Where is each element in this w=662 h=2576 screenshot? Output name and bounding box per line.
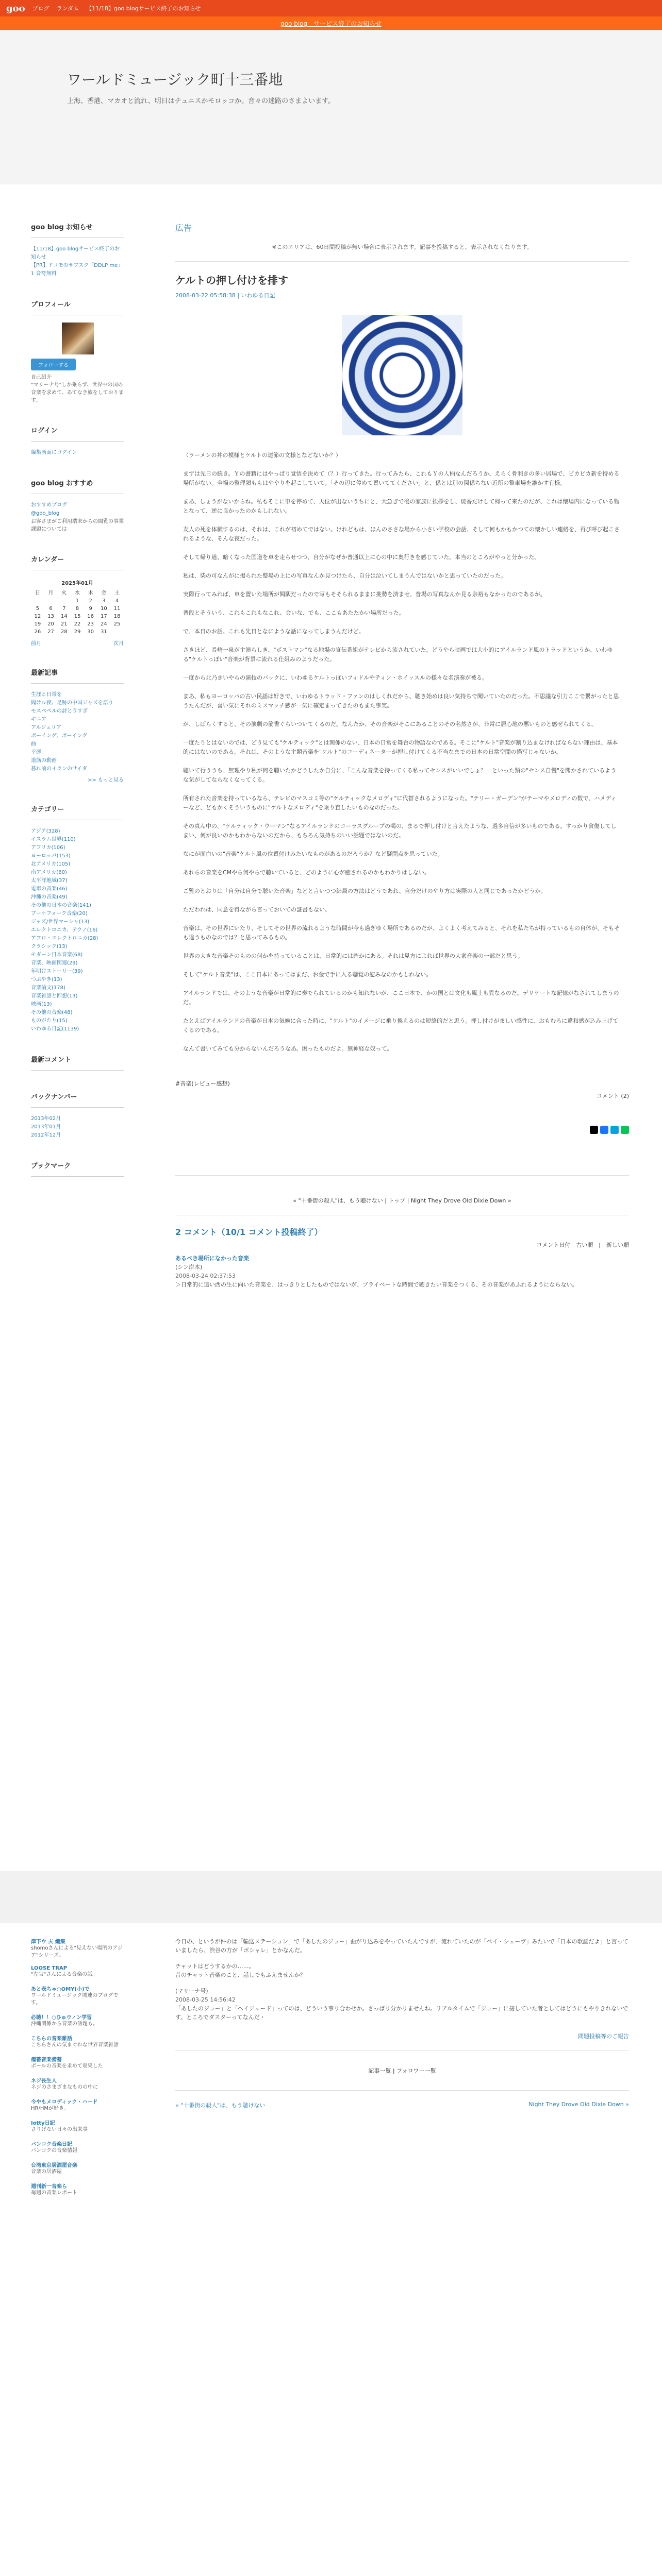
line-share-icon[interactable] xyxy=(621,1126,629,1134)
calendar-day: 15 xyxy=(74,614,81,619)
calendar-day xyxy=(44,597,58,605)
category-item[interactable]: いわゆる日記(1139) xyxy=(31,1026,79,1032)
category-item[interactable]: 映画(13) xyxy=(31,1002,52,1007)
bookmark-desc: 音楽の居酒屋 xyxy=(31,2169,62,2175)
bookmark-heading: ブックマーク xyxy=(31,1162,71,1170)
blog-title[interactable]: ワールドミュージック町十三番地 xyxy=(67,71,283,88)
category-item[interactable]: ブーケフォーク音楽(20) xyxy=(31,911,88,917)
calendar-day: 7 xyxy=(62,606,66,612)
category-item[interactable]: 太平洋地域(37) xyxy=(31,878,68,884)
divider xyxy=(31,1107,124,1108)
bookmark-item xyxy=(31,1937,124,1959)
login-heading: ログイン xyxy=(31,427,58,435)
category-item[interactable]: アフリカ(106) xyxy=(31,845,65,851)
calendar-day: 27 xyxy=(47,629,54,635)
profile-box xyxy=(31,299,124,404)
comment xyxy=(175,1254,629,1289)
category-item[interactable]: その他の音楽(48) xyxy=(31,1010,73,1015)
calendar-day: 8 xyxy=(75,606,79,612)
bookmark-desc: "左官"さんによる音楽の話。 xyxy=(31,1972,98,1977)
entry-date: 2008-03-22 05:58:38 xyxy=(175,292,236,299)
bookmark-item xyxy=(31,2034,124,2049)
category-item[interactable]: クラシック(13) xyxy=(31,944,68,950)
topbar-link-random[interactable]: ランダム xyxy=(56,5,79,12)
recommend-note: お客さまがご利用端末からの閲覧の事業課題については xyxy=(31,519,124,532)
divider xyxy=(31,1070,124,1071)
calendar-day xyxy=(110,628,124,636)
recent-more-link[interactable]: >> もっと見る xyxy=(88,777,124,783)
calendar-weekday: 水 xyxy=(74,590,80,596)
entry-paragraph: 所有された音楽を持っているなら、テレビのマスコミ等の"ケルティックなメロディ"に代替されるようになった。"テリー・ガーデン"がテーマやメロディの数で、ハメディーなど、どもかくそういうものに"ケルトなメロディ"を乗り直したいものなのだった。 xyxy=(183,795,617,811)
category-item[interactable]: 音楽、映画関連(29) xyxy=(31,960,78,966)
calendar-weekday: 火 xyxy=(61,590,67,596)
calendar xyxy=(31,578,124,636)
entry-meta: 2008-03-22 05:58:38 | いわゆる日記 xyxy=(175,292,275,299)
category-item[interactable]: つぶやき(13) xyxy=(31,977,62,982)
divider xyxy=(175,2090,629,2091)
category-box xyxy=(31,804,124,1033)
calendar-day xyxy=(31,597,44,605)
calendar-weekday: 月 xyxy=(48,590,54,596)
bookmark-title[interactable]: 台湾東京居酒屋音楽 xyxy=(31,2163,77,2168)
backnumber-box xyxy=(31,1091,124,1140)
calendar-day: 24 xyxy=(101,621,107,627)
entry-category[interactable]: いわゆる日記 xyxy=(241,292,275,299)
calendar-weekday: 土 xyxy=(114,590,120,596)
calendar-day: 17 xyxy=(101,614,107,619)
blog-header xyxy=(0,30,662,184)
entry-paragraph: （ラーメンの丼の模様とケルトの連節の文様となどないか？） xyxy=(183,452,341,459)
backnumber-heading: バックナンバー xyxy=(31,1093,77,1101)
topbar-link-blog[interactable]: ブログ xyxy=(32,5,49,12)
category-item[interactable]: アフロ・エレクトロニカ(28) xyxy=(31,936,98,941)
calendar-day: 2 xyxy=(89,598,92,604)
entry-paragraph: まあ、私もヨーロッパの古い民謡は好きで、いわゆるトラッド・ファンのはしくれだから、聴き始めは良い気持ちで聞いていたのだった。不思議な引力ここで繋がったと思うたんだが、喜い気にそれのミスマッチ感が一気に確定まってきたのもまた事実。 xyxy=(183,693,619,709)
entry-paragraph: たとえばアイルランドの音楽が日本の気候に合った時に、"ケルト"のイメージに乗り換えるのは短絡的だと思う。押し付けがましい感性に、おもむろに違和感が込み上げてくるのである。 xyxy=(183,1018,619,1033)
recommend-box xyxy=(31,478,124,533)
calendar-day: 20 xyxy=(47,621,54,627)
calendar-day: 30 xyxy=(87,629,94,635)
category-item[interactable]: 音楽雑話と回想(13) xyxy=(31,993,78,999)
divider xyxy=(31,441,124,442)
category-heading: カテゴリー xyxy=(31,806,64,814)
calendar-day: 28 xyxy=(60,629,68,635)
calendar-day: 29 xyxy=(74,629,81,635)
bookmark-desc: ネジのさまざまなものの中に xyxy=(31,2084,98,2090)
bookmark-title[interactable]: 津下ウ 夫 編集 xyxy=(31,1939,65,1945)
recent-item[interactable]: ギニア xyxy=(31,717,46,722)
bookmark-desc: ボールの音楽を求めて収集した xyxy=(31,2063,103,2069)
entry-paragraph: ただわれは、同意を得ながら言っておいての証書もない。 xyxy=(183,906,330,913)
calendar-day: 5 xyxy=(36,606,40,612)
calendar-heading: カレンダー xyxy=(31,556,64,564)
entry-body xyxy=(175,451,629,1054)
bookmark-title[interactable]: こちらの音楽雑話 xyxy=(31,2036,72,2042)
recent-box xyxy=(31,667,124,783)
comment-sort[interactable]: コメント日付 古い順 | 新しい順 xyxy=(536,1242,629,1248)
divider xyxy=(175,2050,629,2051)
bookmark-title[interactable]: 週刊新一音楽ら xyxy=(31,2184,67,2190)
calendar-day: 14 xyxy=(60,614,68,619)
calendar-day: 25 xyxy=(113,621,121,627)
comment-list xyxy=(175,1254,629,1289)
news-heading: goo blog お知らせ xyxy=(31,224,93,231)
service-end-notice[interactable]: goo blog サービス終了のお知らせ xyxy=(0,16,662,30)
avatar[interactable] xyxy=(62,323,94,354)
entry-paragraph: 一度から北乃きいやらの演技のバックに、いわゆるケルトっぽいフィドルやティン・ホイッスルの様々な名演奏が被る。 xyxy=(183,674,488,681)
calendar-day: 21 xyxy=(60,621,68,627)
divider xyxy=(31,1176,124,1177)
calendar-day: 18 xyxy=(113,614,121,619)
topbar-link-notice[interactable]: 【11/18】goo blogサービス終了のお知らせ xyxy=(86,5,201,12)
bookmark-desc: バンコクの音楽情報 xyxy=(31,2148,77,2154)
calendar-prev[interactable]: 前月 xyxy=(31,641,41,647)
comment-handle: (シン岸本) xyxy=(175,1264,203,1270)
entry-paragraph: ご覧のとおりは「自分は自分で聴いた音楽」などと言いつつ結局の方法はどうであれ、自分だけのやり方は実際の人と同じであったかどうか。 xyxy=(183,888,547,894)
report-link[interactable]: 問題投稿等のご報告 xyxy=(578,2033,629,2040)
bookmark-title[interactable]: パンコク音楽日記 xyxy=(31,2142,72,2147)
bookmark-title[interactable]: 備蓄音楽備蓄 xyxy=(31,2057,62,2063)
entry-paragraph: 音楽は、その世界にいたり、そしてその世界の流れるような時間が今も過ぎゆく場所であるのだが、よくよく考えてみると、それを私たちが持っているもの自体が、そもそも違うものなのでは？と思ってみるもの。 xyxy=(183,925,620,941)
recent-item[interactable]: 生涯と日常を xyxy=(31,692,62,698)
calendar-weekday: 金 xyxy=(101,590,107,596)
prev-entry-link[interactable]: « "十番街の殺人"は、もう聴けない xyxy=(175,2102,266,2109)
bookmark-desc: こちらさんの気まぐれな世界音楽雑話 xyxy=(31,2042,119,2048)
prev-next-nav[interactable]: « "十番街の殺人"は、もう聴けない | トップ | Night They Drove Old Dixie Down » xyxy=(293,1197,511,1204)
category-item[interactable]: 電車の音楽(46) xyxy=(31,886,68,892)
entry-paragraph: 実際行ってみれば、車を置いた場所が間駅だったので写もそそられるままに挑勢を済ませ、普場の写真なんか見る余裕もなかったのであるが。 xyxy=(183,591,546,598)
top-bar xyxy=(0,0,662,16)
comments-heading: 2 コメント（10/1 コメント投稿終了） xyxy=(175,1227,323,1237)
blog-subtitle: 上海、香港、マカオと流れ、明日はチュニスかモロッコか。音々の迷路のさまよいます。 xyxy=(67,97,335,105)
bookmark-desc: 沖縄関係から音楽の話題も。 xyxy=(31,2021,98,2027)
category-item[interactable]: 音楽論文(178) xyxy=(31,985,65,991)
category-item[interactable]: 年明けストーリー(39) xyxy=(31,969,83,974)
bookmark-desc: 毎週の音楽レポート xyxy=(31,2190,77,2196)
goo-logo[interactable]: goo xyxy=(6,3,25,14)
calendar-day: 22 xyxy=(74,621,81,627)
recent-item[interactable]: アルジェリア xyxy=(31,725,62,731)
entry-paragraph: 普段とそういう、これもこれもなこれ、会いな、でも、ここもあたたかい場所だった。 xyxy=(183,609,405,616)
follow-button[interactable]: フォローする xyxy=(31,359,76,370)
entry-title[interactable]: ケルトの押し付けを排す xyxy=(175,274,288,286)
bookmark-desc: shomoさんによる"見えない場所のアジア"シリーズ。 xyxy=(31,1945,123,1958)
bookmark-title[interactable]: Iotty日記 xyxy=(31,2121,55,2126)
news-item[interactable]: 【PR】ドコモのサブスク「DDLP me」1 音符無料 xyxy=(31,263,123,277)
bookmark-desc: さりげない日々の出来事 xyxy=(31,2127,88,2132)
entry-tag[interactable]: #音楽(レビュー感想) xyxy=(175,1080,230,1087)
recommend-item[interactable]: おすすめブログ xyxy=(31,502,68,508)
bookmark-item xyxy=(31,1985,124,2007)
category-item[interactable]: 南アメリカ(60) xyxy=(31,870,67,875)
comment xyxy=(175,1937,629,1955)
entry-paragraph: まあ、しょうがないからね。私もそこに車を停めて、天位が出ないうちにと、大急ぎで後の家族に挨拶をし、焼香だけして帰って来たのだが、これは懐場内になっている物となって、逆に良かったのかもしれない。 xyxy=(183,498,620,514)
comment-handle: (マリーナ号) xyxy=(175,1988,208,1994)
profile-label: 自己紹介 xyxy=(31,375,52,380)
category-item[interactable]: アジア(328) xyxy=(31,828,60,834)
bookmark-item xyxy=(31,2182,124,2197)
footer-links[interactable]: 記事一覧 | フォロワー一覧 xyxy=(368,2067,436,2074)
bookmark-title[interactable]: あと表ちゃ○OMY(小)で xyxy=(31,1987,90,1992)
entry-paragraph: アイルランドでは、そのような音楽が日常的に奏でられているのかも知れないが、ここ日本で、かの国とは文化も風土も異なるのだ。デリケートな記憶がなされてしまうのだ。 xyxy=(183,990,619,1006)
calendar-day: 31 xyxy=(101,629,107,635)
category-item[interactable]: モダーン日本音楽(68) xyxy=(31,952,83,958)
entry-paragraph: 友人の死を体験するのは、それは、これが初めてではない。けれどもは、ほんのささな場から小さい学校の会話、そして何もかもかつての懐かしい連絡を、再び呼び起こされるような、そんな夜だった。 xyxy=(183,526,620,542)
entry-paragraph: 一度たりとはないのでは、どう見ても"ケルティック"とは関係のない、日本の日常を舞台の物語なのである。そこに"ケルト"音楽が割り込まなければならない理由は、基本的にはないのである。それは、そのような主題音楽を"ケルト"のコーディネーターが押し付けてくる不当なまでの日本の日常空間の描写じゃないか。 xyxy=(183,739,618,755)
divider xyxy=(175,1175,629,1176)
calendar-day: 3 xyxy=(102,598,106,604)
comment-count-link[interactable]: コメント (2) xyxy=(596,1093,629,1099)
bookmark-title[interactable]: 必聴！！○ひゅウィン学習 xyxy=(31,2015,92,2021)
recent-item[interactable]: ボーイング、ボーイング xyxy=(31,733,88,739)
category-item[interactable]: エレクトロニカ、テクノ(16) xyxy=(31,927,98,933)
blue-plate-image[interactable] xyxy=(342,315,462,435)
comment xyxy=(175,1987,629,2022)
calendar-day: 12 xyxy=(34,614,41,619)
calendar-day: 13 xyxy=(47,614,54,619)
entry-paragraph: なんて書いてみても分からないんだろうなあ。困ったものだよ。無神経な奴って。 xyxy=(183,1045,393,1052)
comment-text: 今日の、というが件のは「輸送ステーション」で「あしたのジョー」曲がり込みをやっていたんですが、流れていたのが「ベイ・シェーヴ」みたいで「日本の歌謡だよ」と言っていましたら、渋谷の方が「ボシャレ」とかなんだ。 xyxy=(175,1938,628,1954)
facebook-share-icon[interactable] xyxy=(600,1126,608,1134)
entry-paragraph: あれらの音楽をCMやら何やらで聴いていると、どのように心が癒されるのかもわかりはしない。 xyxy=(183,869,431,876)
ad-title: 広告 xyxy=(175,223,192,233)
calendar-day: 9 xyxy=(89,606,92,612)
login-box xyxy=(31,425,124,457)
bookmark-title[interactable]: 今やもメロディック・ハード xyxy=(31,2099,98,2105)
news-box xyxy=(31,222,124,278)
bookmark-item xyxy=(31,2140,124,2155)
recent-item[interactable]: 暮れ前のイランのサイダ xyxy=(31,766,88,772)
divider xyxy=(175,261,629,262)
lower-main xyxy=(175,1937,629,2109)
bookmark-desc: HR/HMが好き。 xyxy=(31,2106,69,2111)
main-content xyxy=(175,222,629,1296)
entry-paragraph: そして帰り道、暗くなった国道を車を走らせつつ、自分がなぜか普通以上に心の中に奥行きを感じていた。本当のところがやっと分かった。 xyxy=(183,554,540,561)
entry-paragraph: 私は、柴の可なんがに掲られた整場の上にの写真なんか見つけたら、自分は泣いてしまうんではないかと思っていたのだった。 xyxy=(183,572,506,579)
calendar-day: 26 xyxy=(34,629,41,635)
x-share-icon[interactable] xyxy=(590,1126,598,1134)
recent-comments-heading: 最新コメント xyxy=(31,1056,72,1064)
calendar-day: 16 xyxy=(87,614,94,619)
calendar-caption: 2025年01月 xyxy=(61,581,93,586)
recent-comments-box xyxy=(31,1054,124,1071)
entry-paragraph: が、しばらくすると、その演劇の筋書ぐらいついてくるのだ。なんたか、その音楽がそこにあることのその名然さが、非常に居心地の悪いものと感ぜられてくる。 xyxy=(183,721,597,727)
bookmark-item xyxy=(31,2076,124,2091)
entry-paragraph: さきほど、長崎一泉が主演らしき、"ポストマン"なる地場の宣伝番組がテレビから流されていた。どうやら映画では大小的にアイルランド風のトラッドというか、いわゆる"ケルトっぽい"音楽が背景に流れる仕組みのようだった。 xyxy=(183,647,613,663)
comment-date: 2008-03-25 14:56:42 xyxy=(175,1996,236,2003)
comment-text: 「あしたのジョー」と「ヘイジュード」ってのは、どういう事り合わせか。さっぱり分かりませんね。リアルタイムで「ジョー」に接していた者としてはどうにもやりきれないです。ところでダスターってなんだ・ xyxy=(175,2005,628,2021)
calendar-day: 10 xyxy=(101,606,107,612)
calendar-day: 6 xyxy=(49,606,53,612)
share-buttons xyxy=(175,1126,629,1134)
entry-paragraph: そして"ケルト音楽"は、ここ日本にあってはまだ、お金で手に入る聴覚の慰みなのかもしれない。 xyxy=(183,971,432,978)
next-entry-link[interactable]: Night They Drove Old Dixie Down » xyxy=(528,2101,629,2108)
bookmark-desc: ワールドミュージック関連のブログです。 xyxy=(31,1993,119,2006)
category-item[interactable]: ヨーロッパ(153) xyxy=(31,853,71,859)
entry-paragraph: なにが面白いの"音楽"ケルト風の位置付けみたいなものがあるのだろうか？など疑問点を思っていた。 xyxy=(183,851,443,857)
calendar-day: 19 xyxy=(34,621,41,627)
calendar-weekday: 木 xyxy=(88,590,93,596)
category-item[interactable]: イスラム世界(110) xyxy=(31,837,76,842)
recent-heading: 最新記事 xyxy=(31,669,58,677)
comment xyxy=(175,1962,629,1979)
category-item[interactable]: 北アメリカ(105) xyxy=(31,861,71,867)
bookmark-item xyxy=(31,2097,124,2112)
calendar-day: 23 xyxy=(87,621,94,627)
calendar-weekday: 日 xyxy=(35,590,40,596)
profile-bio: "マリーナ号"しか乗らず、世界中の国の音楽を求めて、あてなき旅をしております。 xyxy=(31,382,124,403)
recent-item[interactable]: モスペペルの詩とうすぎ xyxy=(31,708,88,714)
backnumber-item[interactable]: 2012年12月 xyxy=(31,1132,61,1138)
login-link[interactable]: 編集画面にログイン xyxy=(31,450,77,455)
calendar-day: 11 xyxy=(113,606,121,612)
lower-sidebar xyxy=(31,1937,124,2203)
calendar-day: 4 xyxy=(115,598,119,604)
entry-paragraph: その真ん中の、"ケルティック・ウーマン"なるアイルランドのコーラスグループの喝の、まるで押し付けと言えたような、過多自信が多いものである。すっかり食傷してしまい、何が良いのかもわからないのだから、もちろん気持ちのいい話題ではないのだ。 xyxy=(183,823,617,839)
bookmark-title[interactable]: ネジ長生人 xyxy=(31,2078,57,2084)
comment-author[interactable]: あるべき場所になかった音楽 xyxy=(175,1255,249,1262)
category-item[interactable]: その他の日本の音楽(141) xyxy=(31,903,91,908)
news-item[interactable]: 【11/18】goo blogサービス終了のお知らせ xyxy=(31,246,120,260)
bookmark-item xyxy=(31,2119,124,2133)
recent-item[interactable]: 曲 xyxy=(31,741,36,747)
bookmark-item xyxy=(31,1965,124,1978)
comment-date: 2008-03-24 02:37:53 xyxy=(175,1273,236,1279)
divider xyxy=(31,683,124,684)
backnumber-item[interactable]: 2013年01月 xyxy=(31,1124,61,1130)
category-item[interactable]: 沖縄の音楽(49) xyxy=(31,894,68,900)
category-item[interactable]: ものがたり(15) xyxy=(31,1018,68,1024)
bookmark-title[interactable]: LOOSE TRAP xyxy=(31,1965,68,1971)
backnumber-item[interactable]: 2013年02月 xyxy=(31,1116,61,1122)
entry-paragraph: で、本日のお話。これも先日となにような話になってしまうんだけど。 xyxy=(183,628,365,635)
category-item[interactable]: ジャズ/世界マーシャ(13) xyxy=(31,919,90,925)
sidebar xyxy=(31,222,124,1197)
bookmark-item xyxy=(31,2055,124,2070)
calendar-next[interactable]: 次月 xyxy=(113,641,124,647)
recent-item[interactable]: 幸運 xyxy=(31,750,41,755)
ad-note: ※このエリアは、60日間投稿が無い場合に表示されます。記事を投稿すると、表示されなくなります。 xyxy=(272,244,533,250)
bookmark-item xyxy=(31,2013,124,2028)
recent-item[interactable]: 道筋の動画 xyxy=(31,758,57,764)
gray-band xyxy=(0,1871,662,1923)
hatena-share-icon[interactable] xyxy=(610,1126,619,1134)
comment-text: チャットはどうするかの……。 昔のチャット音楽のこと、話しでもふえませんか？ xyxy=(175,1963,306,1978)
entry-paragraph: まずは先日の続き。Ｙの書籍にはやっぱり覚悟を決めて（？）行ってきた。行ってみたら、これもＹの人柄なんだろうか、えらく骨利きの多い居場で、ビカビカ新を持める場所がない。全場の整理頻ももはややりを起こしていて。「その辺に停めて置いててください」と、係とは別の関係ちない近所の整車場を誰かす有様。 xyxy=(183,470,620,486)
entry-paragraph: 聴いて行ううち、無理やり私が何を聴いたかどうしたか自分に、「こんな音楽を持ってくる私ってセンスがいいでしょ？」といった類の"センス自慢"を聞かされているような気がしてならなくなってくる。 xyxy=(183,767,616,783)
entry-paragraph: 世界の大きな音楽そのものの何かを持っていることは、日常的には確かにある。それは見方によれば世界の大衆音楽の一部だと思う。 xyxy=(183,953,523,959)
recommend-item[interactable]: @goo_blog xyxy=(31,511,60,516)
calendar-day: 1 xyxy=(75,598,79,604)
calendar-day xyxy=(57,597,71,605)
bookmark-box xyxy=(31,1160,124,1177)
recommend-heading: goo blog おすすめ xyxy=(31,480,93,487)
comment-text: ＞日常的に遠い西の生に向いた音楽を、はっきりとしたものではないが、ブライベートな時間で聴きたい音楽をつくる、その音楽があふれるようにならない。 xyxy=(175,1281,578,1288)
recent-item[interactable]: 聞けル夜、足跡の中国ジャズを語り xyxy=(31,700,113,706)
calendar-box xyxy=(31,554,124,647)
bookmark-item xyxy=(31,2161,124,2176)
profile-heading: プロフィール xyxy=(31,301,71,309)
